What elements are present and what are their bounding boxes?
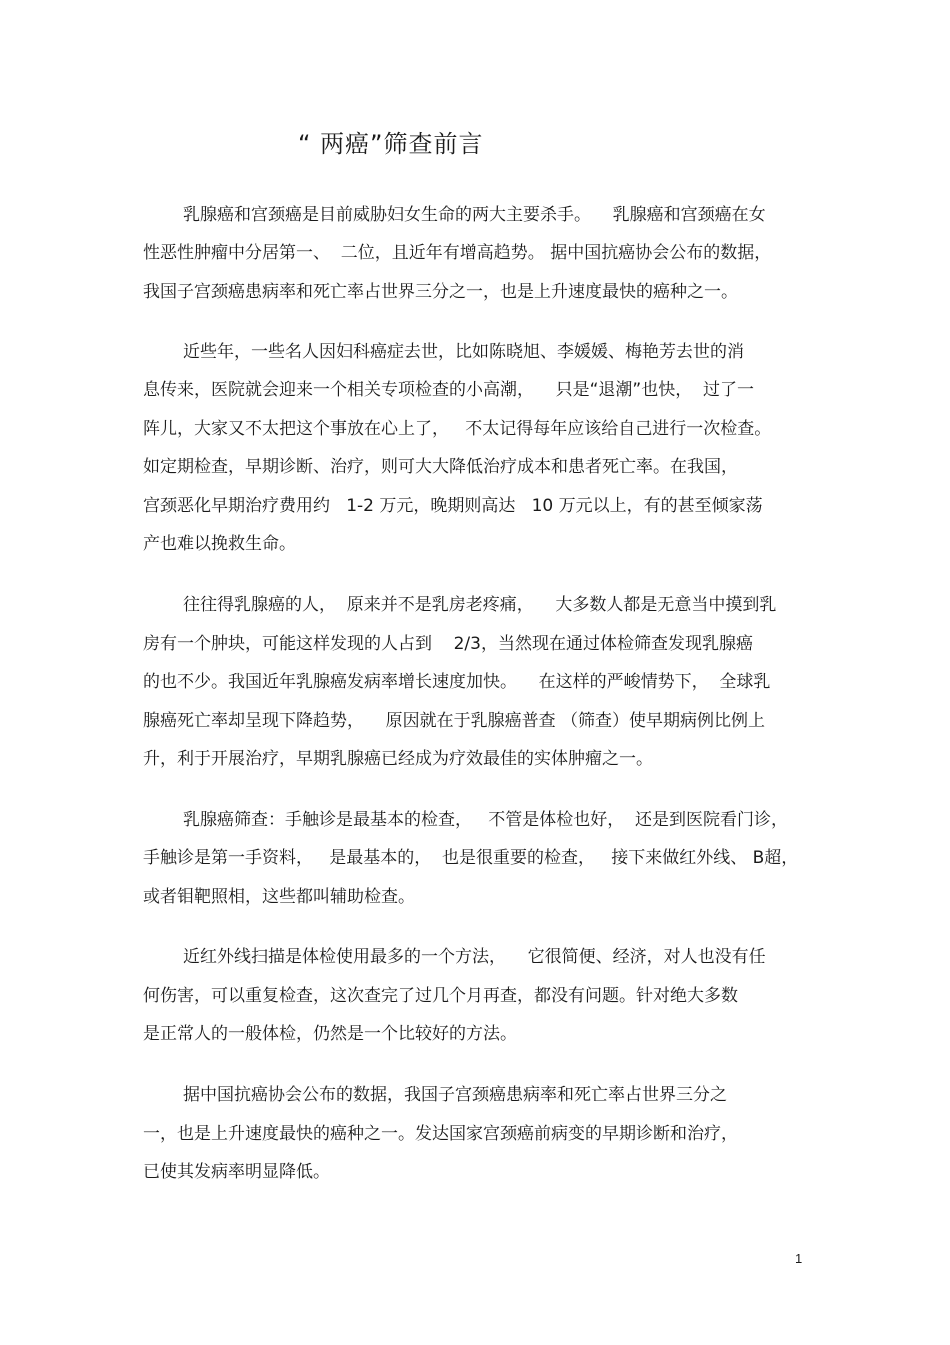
paragraph-line: 往往得乳腺癌的人， 原来并不是乳房老疼痛， 大多数人都是无意当中摸到乳 <box>183 595 777 615</box>
paragraph-line: 是正常人的一般体检，仍然是一个比较好的方法。 <box>143 1024 517 1044</box>
paragraph-line: 何伤害，可以重复检查，这次查完了过几个月再查，都没有问题。针对绝大多数 <box>143 986 738 1006</box>
paragraph-line: 腺癌死亡率却呈现下降趋势， 原因就在于乳腺癌普查 （筛查）使早期病例比例上 <box>143 711 766 731</box>
paragraph-line: 如定期检查，早期诊断、治疗，则可大大降低治疗成本和患者死亡率。在我国， <box>143 457 738 477</box>
paragraph-line: 乳腺癌筛查：手触诊是最基本的检查， 不管是体检也好， 还是到医院看门诊， <box>183 810 789 830</box>
paragraph-line: 手触诊是第一手资料， 是最基本的， 也是很重要的检查， 接下来做红外线、 B超， <box>143 848 799 868</box>
paragraph-line: 已使其发病率明显降低。 <box>143 1162 330 1182</box>
paragraph-line: 近红外线扫描是体检使用最多的一个方法， 它很简便、经济，对人也没有任 <box>183 947 766 967</box>
document-title: “ 两癌”筛查前言 <box>298 130 484 158</box>
paragraph-line: 或者钼靶照相，这些都叫辅助检查。 <box>143 887 415 907</box>
page-number: 1 <box>795 1251 803 1266</box>
paragraph-line: 产也难以挽救生命。 <box>143 534 296 554</box>
paragraph-line: 性恶性肿瘤中分居第一、 二位，且近年有增高趋势。 据中国抗癌协会公布的数据， <box>143 243 772 263</box>
paragraph-line: 乳腺癌和宫颈癌是目前威胁妇女生命的两大主要杀手。 乳腺癌和宫颈癌在女 <box>183 205 766 225</box>
paragraph-line: 近些年，一些名人因妇科癌症去世，比如陈晓旭、李媛媛、梅艳芳去世的消 <box>183 342 744 362</box>
paragraph-line: 息传来，医院就会迎来一个相关专项检查的小高潮， 只是“退潮”也快， 过了一 <box>143 380 755 400</box>
paragraph-line: 宫颈恶化早期治疗费用约 1-2 万元，晚期则高达 10 万元以上，有的甚至倾家荡 <box>143 496 763 516</box>
paragraph-line: 据中国抗癌协会公布的数据，我国子宫颈癌患病率和死亡率占世界三分之 <box>183 1085 727 1105</box>
paragraph-line: 升，利于开展治疗，早期乳腺癌已经成为疗效最佳的实体肿瘤之一。 <box>143 749 653 769</box>
paragraph-line: 阵儿，大家又不太把这个事放在心上了， 不太记得每年应该给自己进行一次检查。 <box>143 419 772 439</box>
paragraph-line: 房有一个肿块，可能这样发现的人占到 2/3，当然现在通过体检筛查发现乳腺癌 <box>143 634 753 654</box>
paragraph-line: 一，也是上升速度最快的癌种之一。发达国家宫颈癌前病变的早期诊断和治疗， <box>143 1124 738 1144</box>
paragraph-line: 的也不少。我国近年乳腺癌发病率增长速度加快。 在这样的严峻情势下， 全球乳 <box>143 672 771 692</box>
paragraph-line: 我国子宫颈癌患病率和死亡率占世界三分之一，也是上升速度最快的癌种之一。 <box>143 282 738 302</box>
